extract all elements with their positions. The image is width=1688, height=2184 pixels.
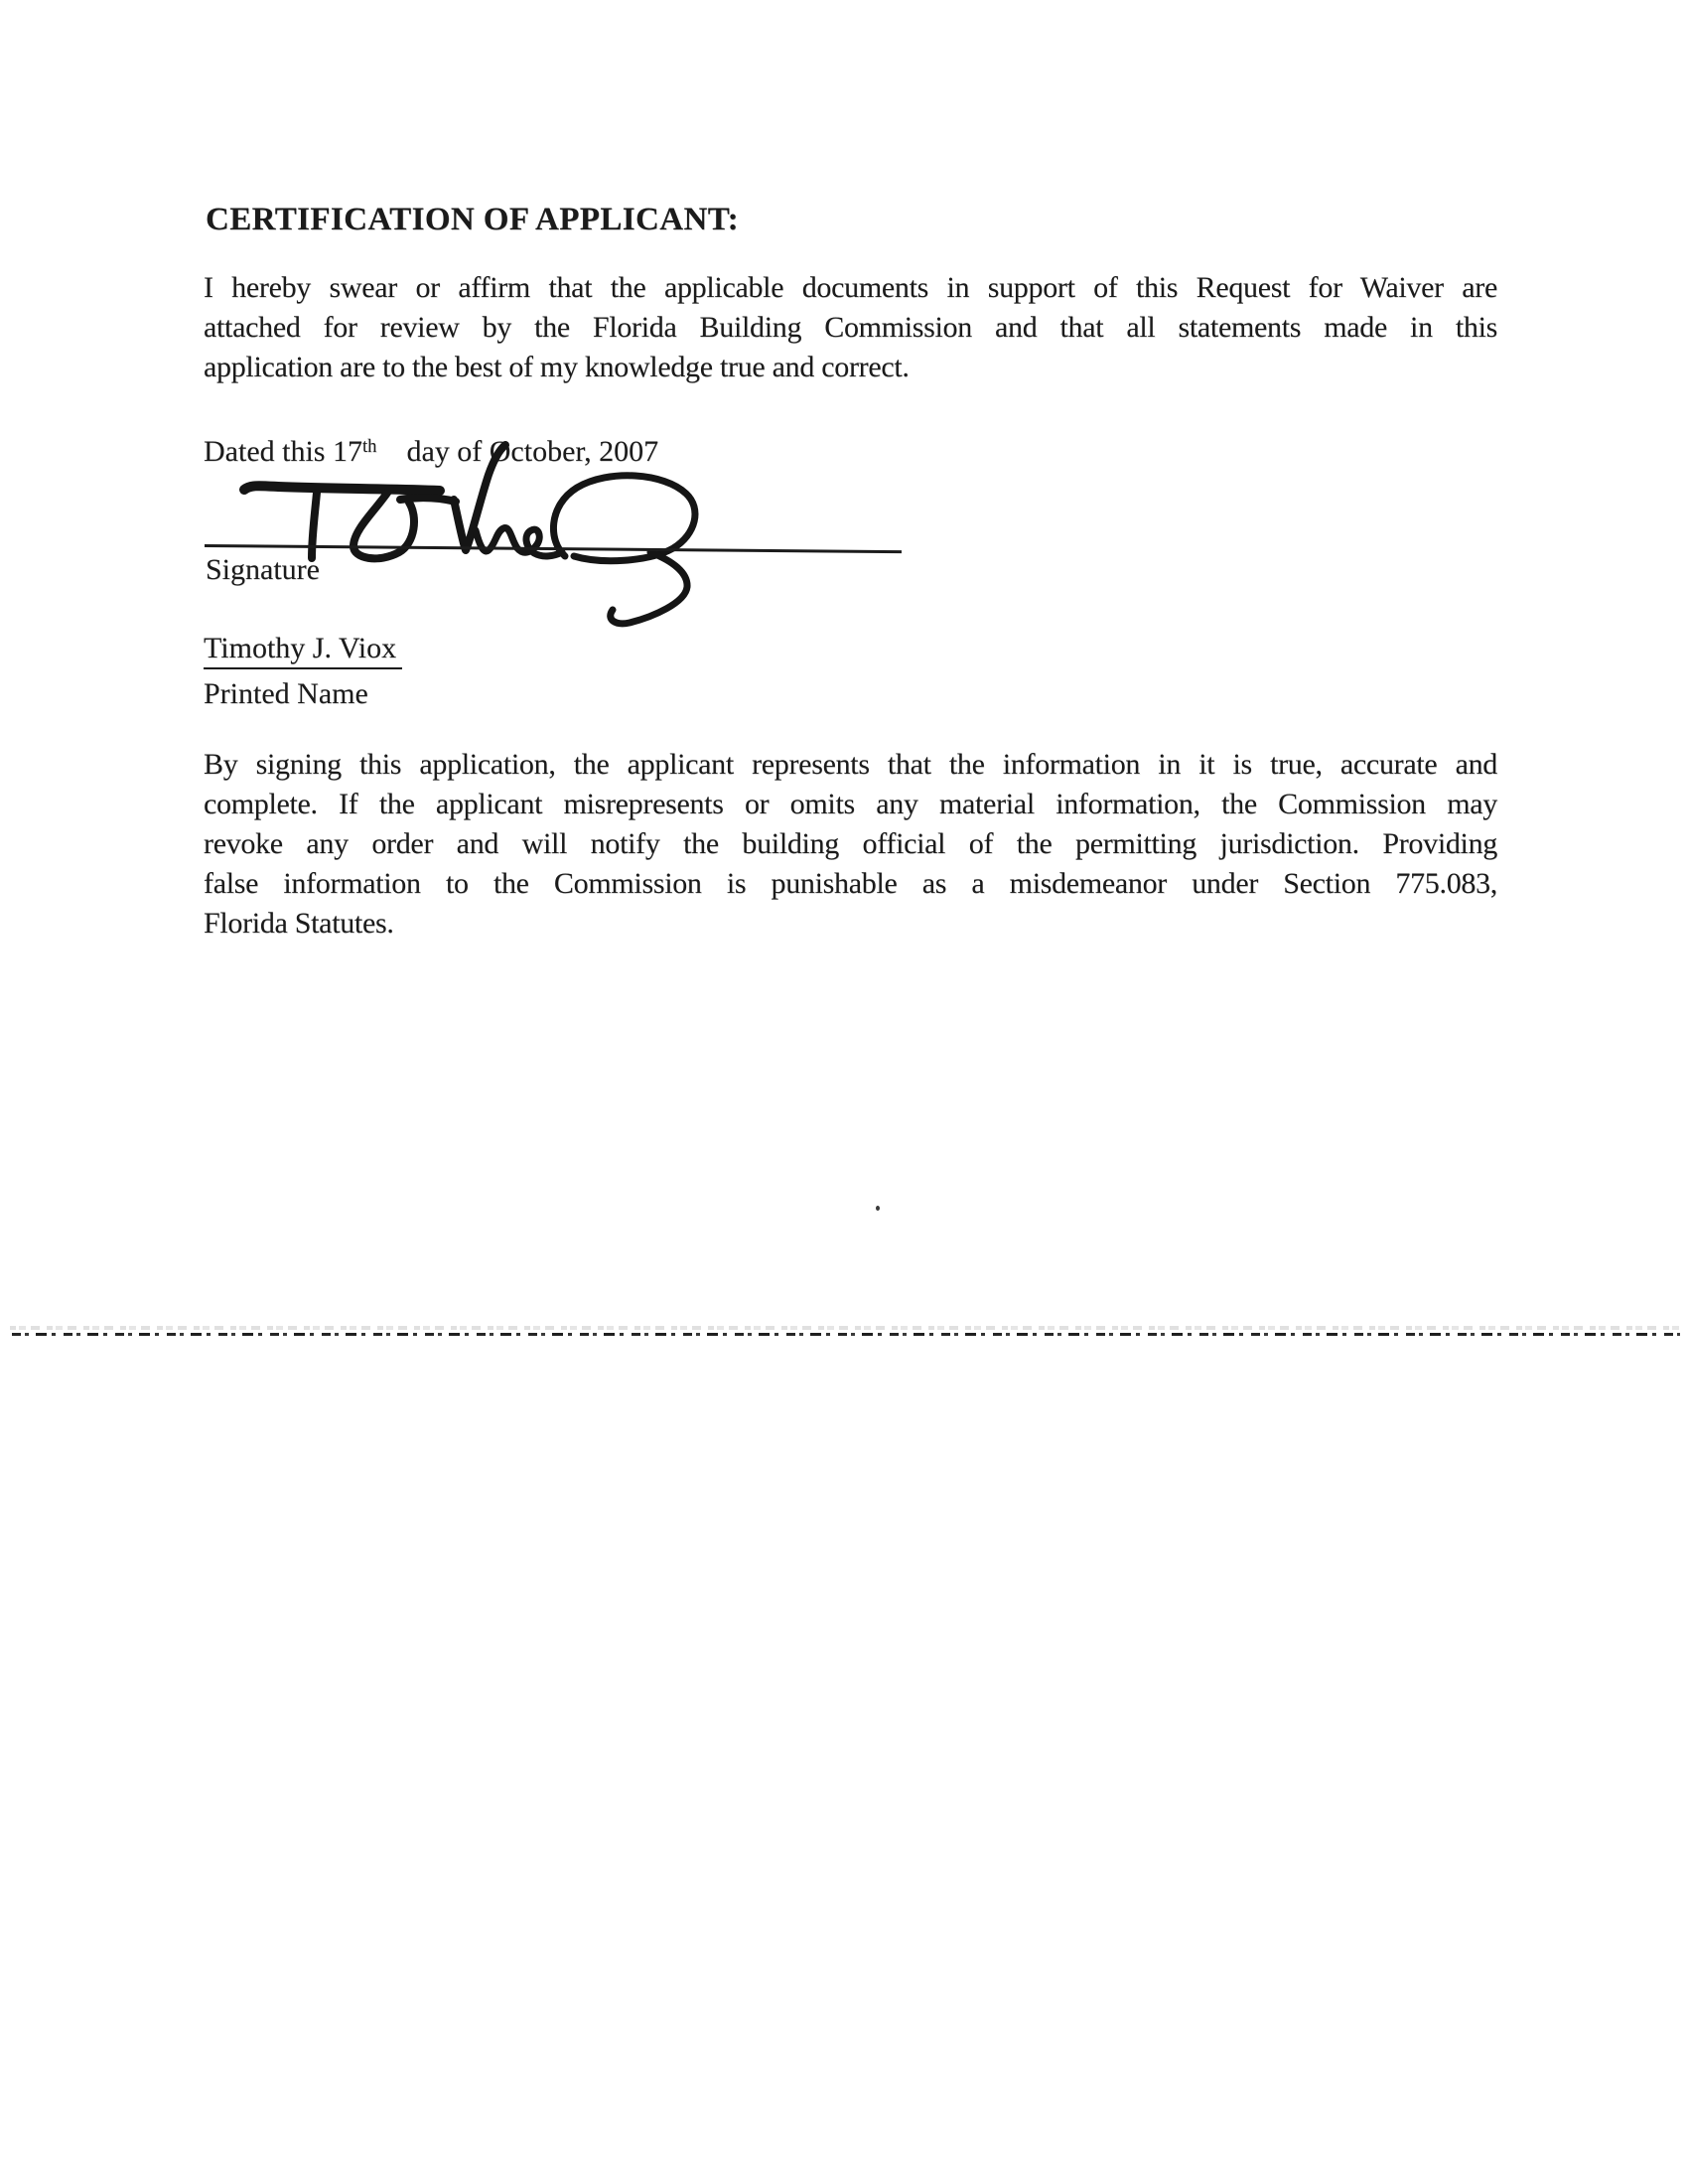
paragraph-line: Florida Statutes. (204, 907, 394, 940)
dated-prefix: Dated this 17 (204, 435, 362, 468)
ordinal-superscript: th (361, 436, 377, 458)
printed-name-label: Printed Name (204, 677, 368, 710)
paragraph-line: revoke any order and will notify the building official of the permitting jurisdiction. Providing (204, 827, 1497, 860)
certification-paragraph (204, 268, 1497, 387)
paragraph-line: false information to the Commission is punishable as a misdemeanor under Section 775.083, (204, 867, 1497, 900)
signature-label: Signature (206, 553, 320, 586)
paragraph-line: application are to the best of my knowledge true and correct. (204, 351, 910, 383)
paragraph-line: By signing this application, the applicant represents that the information in it is true, accurate and (204, 748, 1497, 781)
printed-name-value: Timothy J. Viox (204, 632, 402, 669)
separator-faint-band (10, 1326, 1680, 1330)
dated-rest: day of October, 2007 (406, 435, 659, 468)
scan-artifact-speck (876, 1206, 880, 1211)
separator-dashed-line (12, 1333, 1680, 1336)
paragraph-line: attached for review by the Florida Building Commission and that all statements made in this (204, 311, 1497, 344)
page-title: CERTIFICATION OF APPLICANT: (206, 202, 740, 237)
legal-notice-paragraph (204, 745, 1497, 944)
signature-line (205, 544, 902, 553)
paragraph-line: I hereby swear or affirm that the applicable documents in support of this Request for Waiver are (204, 271, 1497, 304)
dated-statement (204, 435, 658, 469)
paragraph-line: complete. If the applicant misrepresents or omits any material information, the Commission may (204, 788, 1497, 820)
